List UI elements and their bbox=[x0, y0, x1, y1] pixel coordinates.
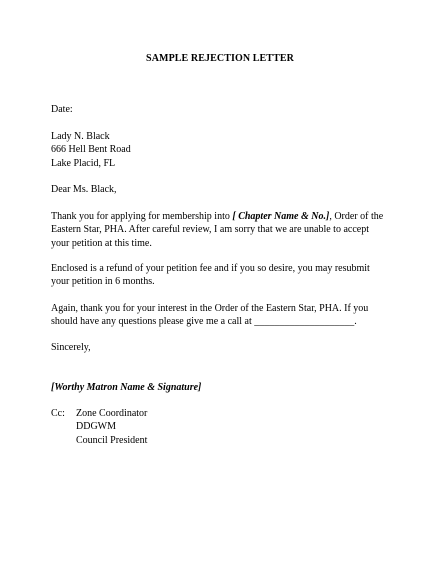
date-line bbox=[51, 103, 396, 116]
cc-row-2 bbox=[51, 420, 396, 433]
cc-item: Council President bbox=[76, 434, 148, 446]
recipient-city: Lake Placid, FL bbox=[51, 157, 116, 169]
cc-label: Cc: bbox=[51, 408, 65, 419]
paragraph-3 bbox=[51, 302, 396, 329]
paragraph-1-line-1 bbox=[51, 210, 396, 223]
date-label: Date: bbox=[51, 104, 73, 115]
salutation bbox=[51, 183, 396, 196]
paragraph-2-line-1: Enclosed is a refund of your petition fee and if you so desire, you may resubmit bbox=[51, 263, 370, 274]
salutation-text: Dear Ms. Black, bbox=[51, 184, 117, 195]
paragraph-3-line-1: Again, thank you for your interest in the Order of the Eastern Star, PHA. If you bbox=[51, 303, 369, 314]
paragraph-1-line-1-start: Thank you for applying for membership into bbox=[51, 211, 233, 222]
signature-placeholder: [Worthy Matron Name & Signature] bbox=[51, 382, 202, 393]
chapter-name-placeholder: [ Chapter Name & No.] bbox=[232, 211, 330, 222]
paragraph-2 bbox=[51, 262, 396, 289]
recipient-name: Lady N. Black bbox=[51, 131, 110, 142]
paragraph-1-line-1-end: , Order of the bbox=[329, 211, 384, 222]
cc-item: DDGWM bbox=[76, 421, 116, 433]
paragraph-3-line-2: should have any questions please give me a call at ____________________. bbox=[51, 316, 357, 328]
cc-block bbox=[51, 407, 396, 447]
recipient-street: 666 Hell Bent Road bbox=[51, 144, 131, 156]
closing-text: Sincerely, bbox=[51, 342, 91, 353]
signature-block bbox=[51, 381, 396, 394]
paragraph-1 bbox=[51, 210, 396, 250]
cc-row-3 bbox=[51, 434, 396, 447]
cc-item: Zone Coordinator bbox=[76, 408, 148, 419]
paragraph-1-line-2: Eastern Star, PHA. After careful review, I am sorry that we are unable to accept bbox=[51, 224, 369, 236]
paragraph-1-line-3: your petition at this time. bbox=[51, 237, 152, 249]
cc-row-1 bbox=[51, 407, 396, 420]
letter-title: SAMPLE REJECTION LETTER bbox=[146, 53, 294, 64]
closing bbox=[51, 341, 396, 354]
recipient-address bbox=[51, 130, 396, 170]
paragraph-2-line-2: your petition in 6 months. bbox=[51, 276, 155, 288]
